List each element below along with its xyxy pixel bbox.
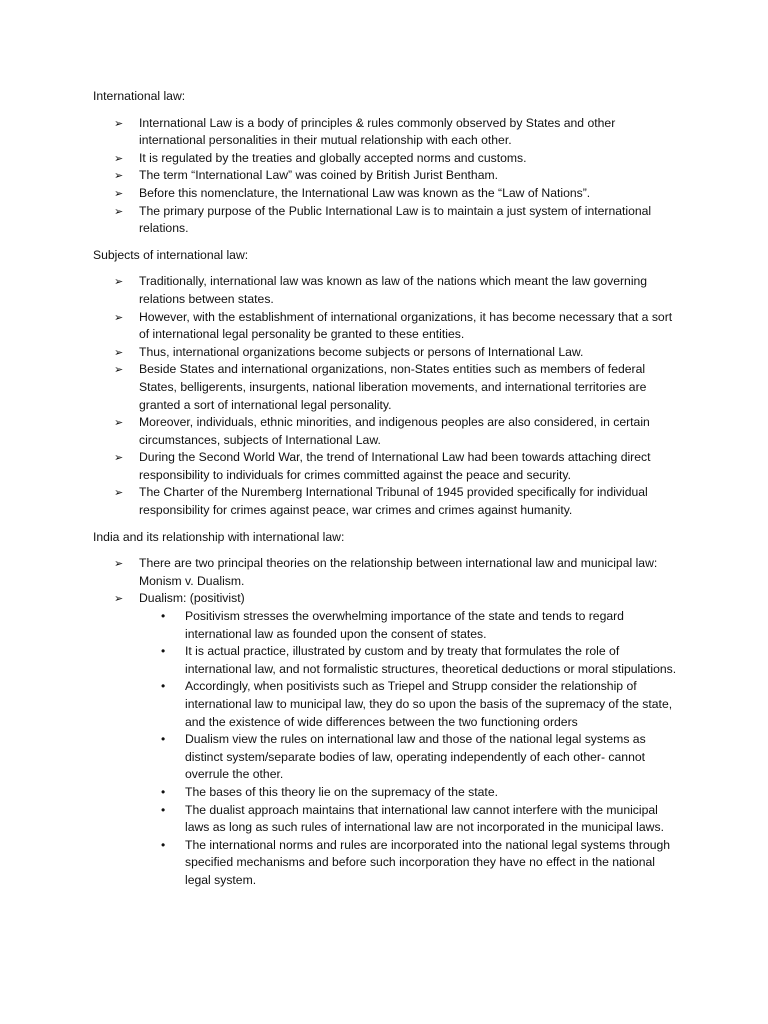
list-item-text: Thus, international organizations become subjects or persons of International Law.	[139, 344, 584, 359]
arrow-bullet-icon: ➢	[114, 363, 124, 377]
list-item-text: Before this nomenclature, the International Law was known as the “Law of Nations”.	[139, 185, 591, 200]
dot-bullet-icon: •	[161, 837, 166, 852]
list-item	[114, 344, 683, 362]
list-item-text: The term “International Law” was coined by British Jurist Bentham.	[139, 168, 499, 183]
arrow-bullet-icon: ➢	[114, 169, 124, 183]
list-item-text: International Law is a body of principles & rules commonly observed by States and other international personalities in their mutual relationship with each other.	[139, 115, 616, 148]
list-item-text: However, with the establishment of international organizations, it has become necessary that a sort of international legal personality be granted to these entities.	[139, 309, 673, 342]
list-item	[114, 150, 683, 168]
sub-list-item-text: Positivism stresses the overwhelming importance of the state and tends to regard international law as founded upon the consent of states.	[185, 609, 624, 641]
sub-list-item-text: Accordingly, when positivists such as Triepel and Strupp consider the relationship of international law to municipal law, they do so upon the basis of the supremacy of the state, and the existence of wide differences between the two functioning orders	[185, 679, 673, 729]
arrow-bullet-icon: ➢	[114, 416, 124, 430]
arrow-bullet-icon: ➢	[114, 151, 124, 165]
sub-list-item	[161, 678, 683, 731]
sub-list-item-text: The bases of this theory lie on the supremacy of the state.	[185, 784, 498, 799]
list-item-text: Dualism: (positivist)	[139, 591, 245, 606]
arrow-bullet-icon: ➢	[114, 345, 124, 359]
arrow-bullet-icon: ➢	[114, 275, 124, 289]
list-item	[114, 273, 683, 308]
section-heading: Subjects of international law:	[93, 247, 249, 262]
arrow-bullet-icon: ➢	[114, 486, 124, 500]
sub-list-item-text: The international norms and rules are incorporated into the national legal systems through specified mechanisms and before such incorporation they have no effect in the national legal system.	[185, 837, 671, 887]
section-heading: India and its relationship with international law:	[93, 529, 345, 544]
bullet-list	[93, 273, 683, 519]
sub-bullet-list	[139, 608, 683, 890]
list-item	[114, 203, 683, 238]
dot-bullet-icon: •	[161, 679, 166, 694]
list-item	[114, 167, 683, 185]
sub-list-item-text: It is actual practice, illustrated by custom and by treaty that formulates the role of international law, and not formalistic structures, theoretical deductions or moral stipulations.	[185, 644, 677, 676]
sub-list-item	[161, 837, 683, 890]
dot-bullet-icon: •	[161, 732, 166, 747]
document-section	[93, 529, 683, 890]
section-heading: International law:	[93, 89, 186, 103]
sub-list-item-text: Dualism view the rules on international law and those of the national legal systems as distinct system/separate bodies of law, operating independently of each other- cannot overrule the other.	[185, 732, 646, 782]
sub-list-item	[161, 784, 683, 802]
sub-list-item	[161, 731, 683, 784]
sub-list-item-text: The dualist approach maintains that international law cannot interfere with the municipal laws as long as such rules of international law are not incorporated in the municipal laws.	[185, 802, 664, 835]
list-item	[114, 185, 683, 203]
arrow-bullet-icon: ➢	[114, 204, 124, 218]
list-item-text: There are two principal theories on the relationship between international law and municipal law: Monism v. Dualism.	[139, 556, 658, 588]
document-content	[93, 88, 683, 899]
list-item-text: Moreover, individuals, ethnic minorities, and indigenous peoples are also considered, in certain circumstances, subjects of International Law.	[139, 415, 650, 447]
list-item-text: The Charter of the Nuremberg International Tribunal of 1945 provided specifically for individual responsibility for crimes against peace, war crimes and crimes against humanity.	[139, 485, 648, 518]
arrow-bullet-icon: ➢	[114, 592, 124, 606]
document-section	[93, 247, 683, 520]
arrow-bullet-icon: ➢	[114, 451, 124, 465]
dot-bullet-icon: •	[161, 609, 166, 624]
list-item	[114, 414, 683, 449]
list-item	[114, 309, 683, 344]
bullet-list	[93, 115, 683, 238]
list-item	[114, 115, 683, 150]
list-item	[114, 590, 683, 889]
list-item-text: Traditionally, international law was known as law of the nations which meant the law governing relations between states.	[139, 274, 648, 306]
arrow-bullet-icon: ➢	[114, 557, 124, 571]
dot-bullet-icon: •	[161, 644, 166, 659]
list-item	[114, 484, 683, 519]
arrow-bullet-icon: ➢	[114, 310, 124, 324]
sub-list-item	[161, 643, 683, 678]
arrow-bullet-icon: ➢	[114, 186, 124, 200]
arrow-bullet-icon: ➢	[114, 116, 124, 130]
dot-bullet-icon: •	[161, 784, 166, 799]
bullet-list	[93, 555, 683, 889]
list-item-text: It is regulated by the treaties and globally accepted norms and customs.	[139, 150, 527, 165]
dot-bullet-icon: •	[161, 802, 166, 817]
list-item-text: Beside States and international organizations, non-States entities such as members of federal States, belligerents, insurgents, national liberation movements, and international territories are granted a sort of international legal personality.	[139, 362, 647, 412]
list-item-text: During the Second World War, the trend of International Law had been towards attaching direct responsibility to individuals for crimes committed against the peace and security.	[139, 450, 651, 482]
list-item	[114, 555, 683, 590]
list-item	[114, 361, 683, 414]
list-item-text: The primary purpose of the Public International Law is to maintain a just system of international relations.	[139, 203, 652, 236]
list-item	[114, 449, 683, 484]
document-section	[93, 88, 683, 238]
sub-list-item	[161, 802, 683, 837]
sub-list-item	[161, 608, 683, 643]
